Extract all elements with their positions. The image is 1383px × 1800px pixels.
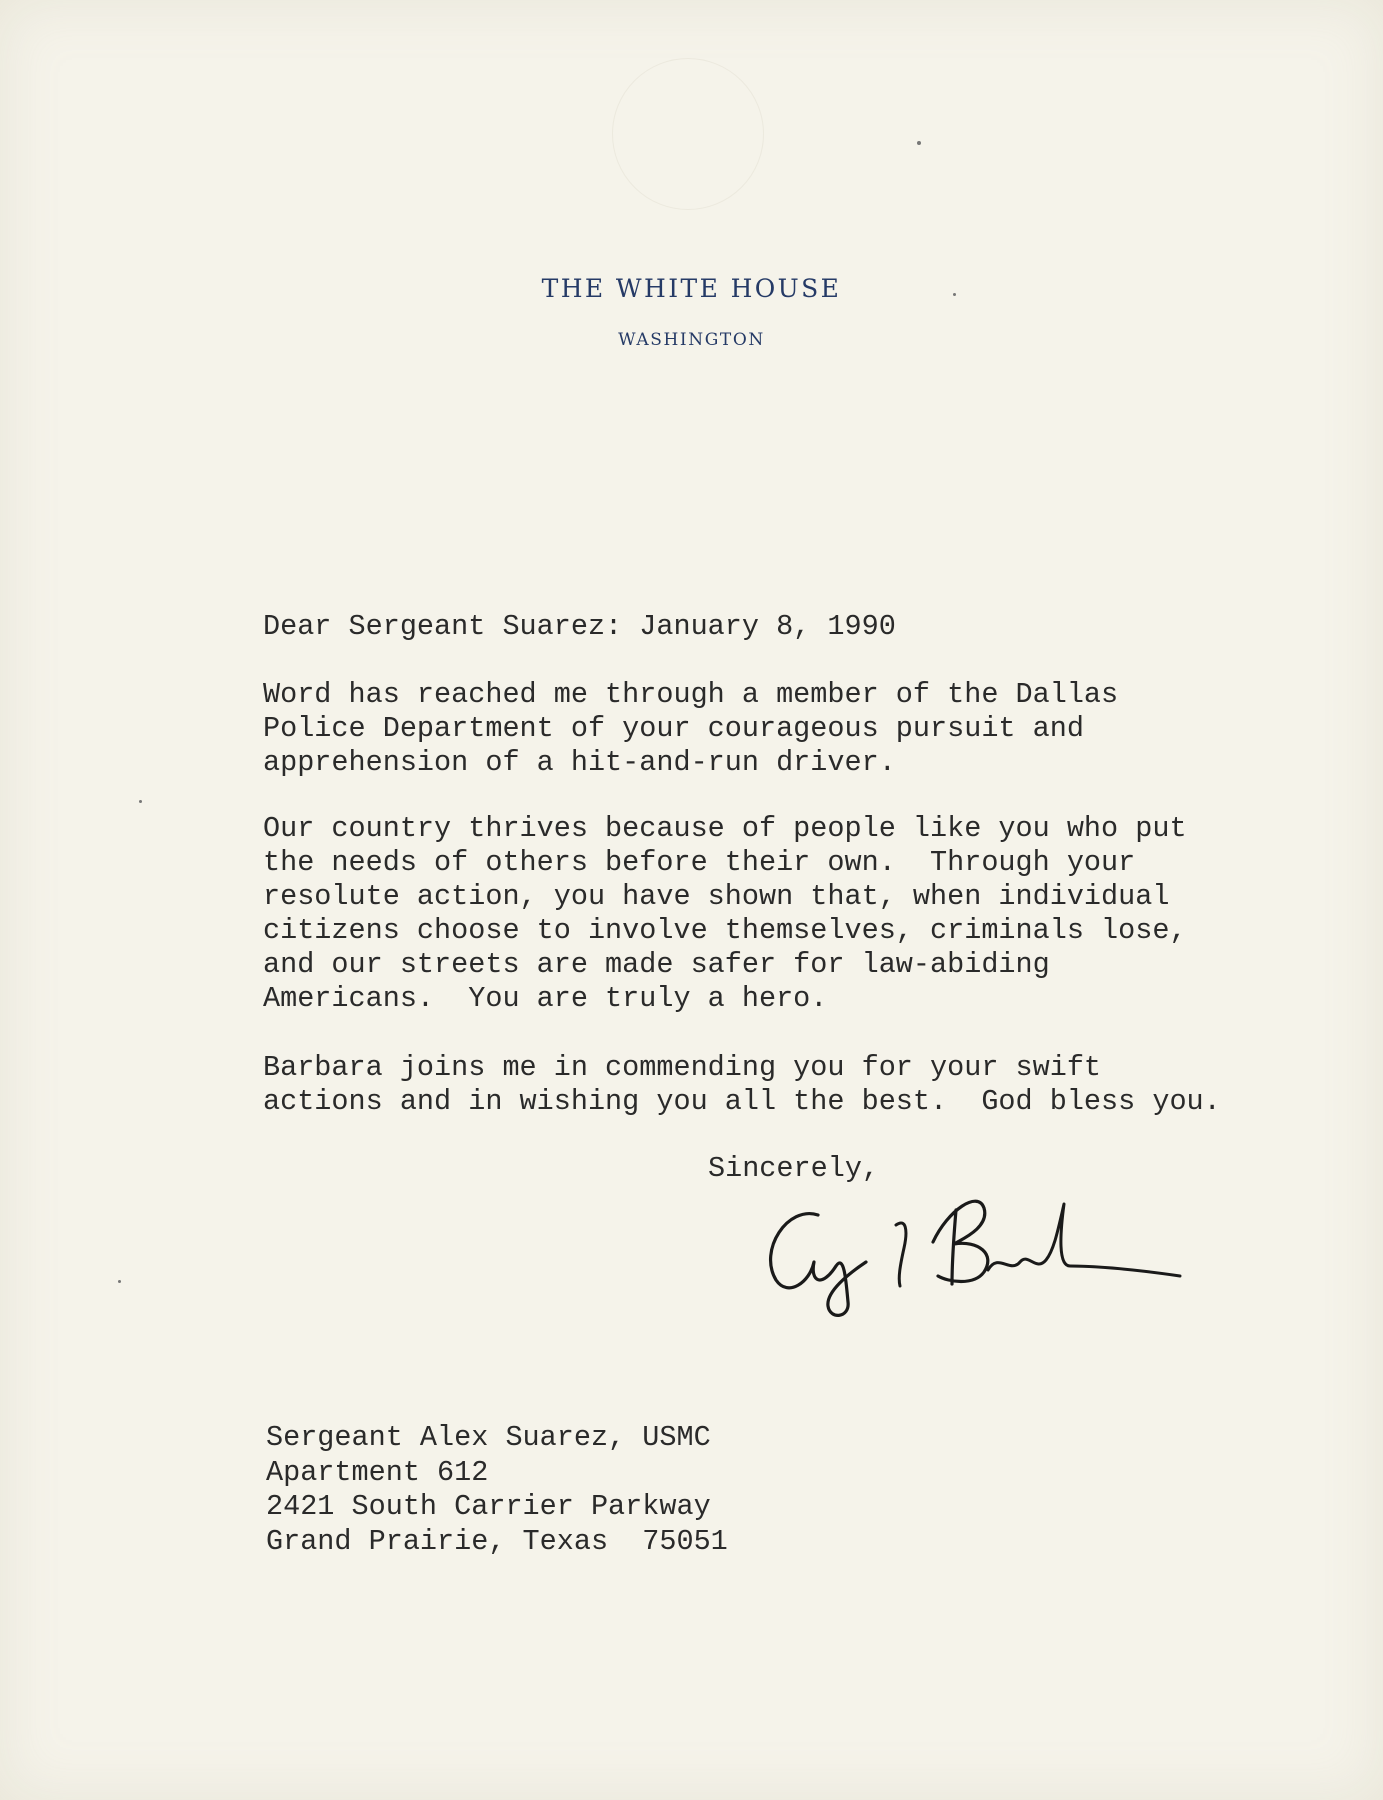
salutation-line: Dear Sergeant Suarez: January 8, 1990 [263,610,896,643]
paper-speck [917,141,921,145]
paragraph-2: Our country thrives because of people like you who put the needs of others before their own. Through your resolute action, you have shown that, when individual citizens choose to involve themselves, criminals lose, and our streets are made safer for law-abiding Americans. You are truly a hero. [263,812,1187,1015]
recipient-address [266,1421,728,1559]
paper-speck [118,1280,121,1283]
paper-speck [139,800,142,803]
paper-speck [953,293,956,296]
address-line-4: Grand Prairie, Texas 75051 [266,1524,728,1558]
embossed-seal [612,58,764,210]
signature [748,1170,1198,1320]
paragraph-1: Word has reached me through a member of the Dallas Police Department of your courageous pursuit and apprehension of a hit-and-run driver. [263,678,1119,779]
paragraph-3: Barbara joins me in commending you for your swift actions and in wishing you all the best. God bless you. [263,1051,1221,1118]
address-line-2: Apartment 612 [266,1455,489,1489]
address-line-1: Sergeant Alex Suarez, USMC [266,1421,711,1454]
address-line-3: 2421 South Carrier Parkway [266,1490,711,1523]
closing: Sincerely, [708,1152,880,1185]
letterhead-location: WASHINGTON [618,330,765,350]
letterhead-title: THE WHITE HOUSE [541,274,842,303]
